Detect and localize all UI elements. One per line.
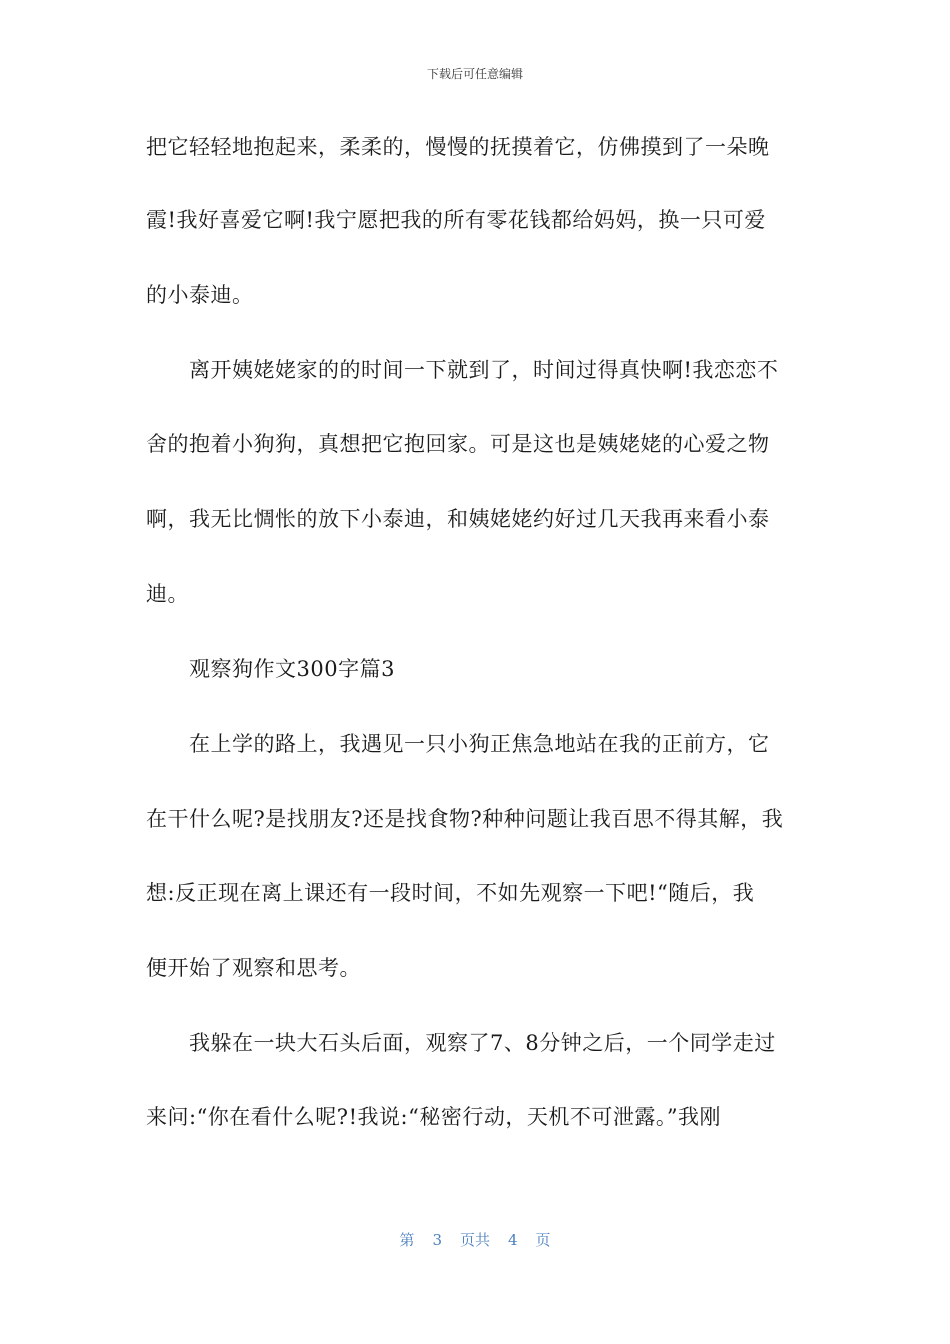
current-page-number: 3 [432, 1231, 442, 1249]
text-line: 在干什么呢?是找朋友?还是找食物?种种问题让我百思不得其解，我 [146, 807, 784, 831]
text-line: 在上学的路上，我遇见一只小狗正焦急地站在我的正前方，它 [189, 732, 770, 756]
page-footer [0, 1230, 950, 1250]
text-line: 便开始了观察和思考。 [146, 956, 361, 980]
text-line: 霞!我好喜爱它啊!我宁愿把我的所有零花钱都给妈妈，换一只可爱 [146, 208, 766, 232]
total-pages-number: 4 [508, 1231, 518, 1249]
text-line: 想:反正现在离上课还有一段时间，不如先观察一下吧!“随后，我 [146, 881, 755, 905]
text-line: 把它轻轻地抱起来，柔柔的，慢慢的抚摸着它，仿佛摸到了一朵晚 [146, 135, 770, 159]
section-heading: 观察狗作文300字篇3 [189, 657, 395, 681]
text-line: 舍的抱着小狗狗，真想把它抱回家。可是这也是姨姥姥的心爱之物 [146, 432, 770, 456]
text-line: 来问:“你在看什么呢?!我说:“秘密行动，天机不可泄露。”我刚 [146, 1105, 722, 1129]
text-line: 迪。 [146, 582, 189, 606]
text-line: 啊，我无比惆怅的放下小泰迪，和姨姥姥约好过几天我再来看小泰 [146, 507, 770, 531]
footer-middle: 页共 [459, 1231, 490, 1249]
page-header: 下载后可任意编辑 [426, 67, 523, 81]
text-line: 离开姨姥姥家的的时间一下就到了，时间过得真快啊!我恋恋不 [189, 358, 779, 382]
footer-suffix: 页 [535, 1231, 551, 1249]
text-line: 的小泰迪。 [146, 283, 254, 307]
text-line: 我躲在一块大石头后面，观察了7、8分钟之后，一个同学走过 [189, 1031, 776, 1055]
footer-prefix: 第 [399, 1231, 415, 1249]
